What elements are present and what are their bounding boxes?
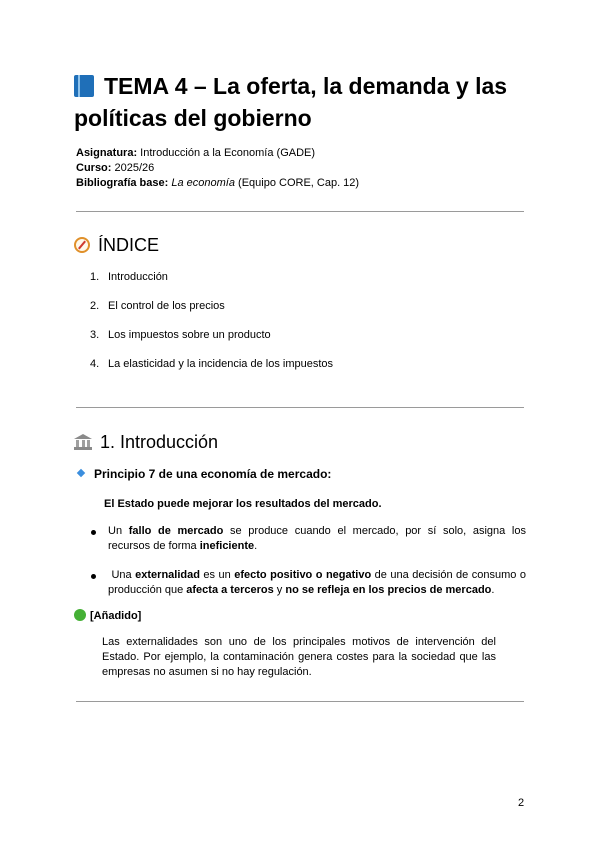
meta-curso: Curso: 2025/26 [76, 162, 155, 174]
added-paragraph: Las externalidades son uno de los principales motivos de intervención del Estado. Por ejemplo, la contaminación genera costes para la sociedad que las empresas no asumen si no hay regulación. [102, 636, 496, 678]
divider [76, 407, 524, 408]
divider [76, 701, 524, 702]
toc-item: 2. El control de los precios [90, 300, 225, 312]
bullet-fallo-mercado: Un fallo de mercado se produce cuando el mercado, por sí solo, asigna los recursos de forma ineficiente. [108, 525, 526, 552]
toc-item: 4. La elasticidad y la incidencia de los impuestos [90, 358, 334, 370]
bullet-dot [91, 574, 96, 579]
bullet-externalidad: Una externalidad es un efecto positivo o negativo de una decisión de consumo o producción que afecta a terceros y no se refleja en los precios de mercado. [108, 569, 526, 596]
toc-item: 1. Introducción [90, 271, 168, 283]
document-title: TEMA 4 – La oferta, la demanda y las políticas del gobierno [74, 73, 508, 131]
bullet-dot [91, 530, 96, 535]
blue-diamond-icon [77, 469, 85, 477]
principle-heading: Principio 7 de una economía de mercado: [78, 467, 331, 482]
indice-heading: ÍNDICE [74, 234, 159, 256]
page-number: 2 [518, 797, 525, 809]
meta-asignatura: Asignatura: Introducción a la Economía (GADE) [76, 147, 316, 159]
classical-building-icon [74, 434, 92, 450]
toc-item: 3. Los impuestos sobre un producto [90, 329, 271, 341]
added-label: [Añadido] [74, 609, 141, 624]
green-circle-icon [74, 609, 86, 621]
principle-statement: El Estado puede mejorar los resultados del mercado. [104, 498, 382, 510]
intro-heading: 1. Introducción [74, 431, 218, 453]
compass-icon [74, 237, 90, 253]
meta-bibliografia: Bibliografía base: La economía (Equipo CORE, Cap. 12) [76, 177, 360, 189]
divider [76, 211, 524, 212]
blue-book-icon [74, 75, 94, 97]
